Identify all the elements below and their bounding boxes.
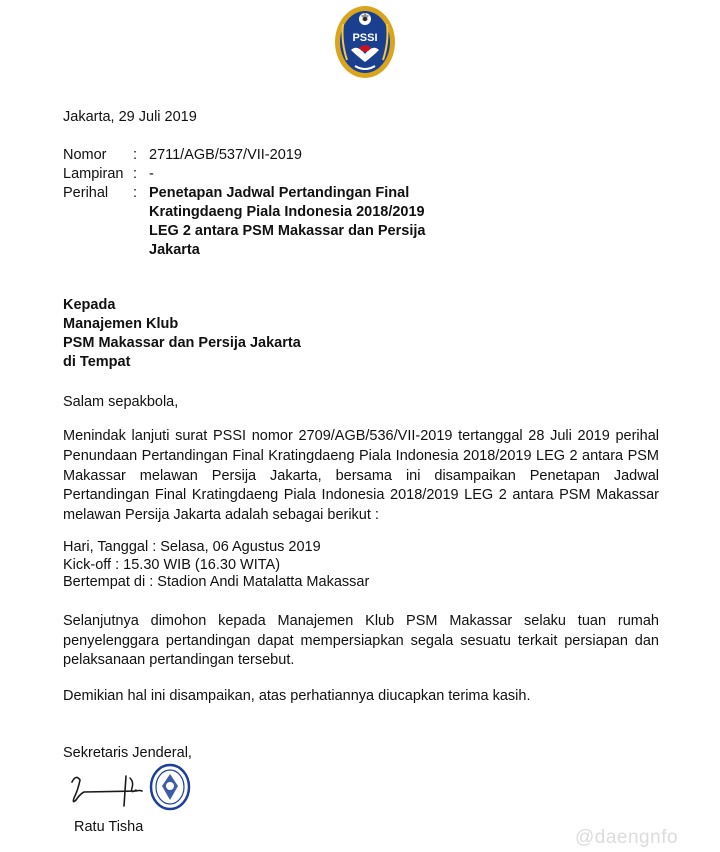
closing-sentence: Demikian hal ini disampaikan, atas perhatiannya diucapkan terima kasih. <box>63 688 531 704</box>
detail-line: Kick-off : 15.30 WIB (16.30 WITA) <box>63 556 281 573</box>
signatory-name: Ratu Tisha <box>74 819 144 835</box>
meta-colon: : <box>133 185 138 201</box>
letter-date: Jakarta, 29 Juli 2019 <box>63 109 197 125</box>
body-paragraph-2: Selanjutnya dimohon kepada Manajemen Klub PSM Makassar selaku tuan rumah penyelenggara pertandingan dapat mempersiapkan segala sesuatu terkait persiapan dan pelaksanaan pertandingan tersebut. <box>63 613 659 668</box>
meta-key: Nomor <box>63 147 107 163</box>
greeting: Salam sepakbola, <box>63 394 179 410</box>
recipient-block <box>63 296 301 372</box>
meta-row-nomor <box>63 146 449 165</box>
meta-key: Perihal <box>63 185 109 201</box>
meta-row-lampiran <box>63 165 449 184</box>
pssi-logo-icon <box>333 4 397 82</box>
pssi-stamp-icon <box>148 762 192 812</box>
recipient-line: Manajemen Klub <box>63 316 179 332</box>
recipient-line: PSM Makassar dan Persija Jakarta <box>63 335 301 351</box>
schedule-details <box>63 539 369 592</box>
recipient-line: Kepada <box>63 297 116 313</box>
meta-value: - <box>149 166 154 182</box>
meta-colon: : <box>133 147 138 163</box>
signatory-title: Sekretaris Jenderal, <box>63 745 192 761</box>
logo-text: PSSI <box>352 32 378 44</box>
meta-row-perihal <box>63 184 449 260</box>
recipient-line: di Tempat <box>63 354 131 370</box>
meta-value: 2711/AGB/537/VII-2019 <box>149 147 302 163</box>
meta-subject: Penetapan Jadwal Pertandingan Final Kratingdaeng Piala Indonesia 2018/2019 LEG 2 antara PSM Makassar dan Persija Jakarta <box>149 185 426 258</box>
detail-line: Bertempat di : Stadion Andi Matalatta Makassar <box>63 574 370 590</box>
detail-line: Hari, Tanggal : Selasa, 06 Agustus 2019 <box>63 539 321 555</box>
letter-meta <box>63 146 449 260</box>
watermark: @daengnfo <box>575 827 679 848</box>
body-paragraph-1: Menindak lanjuti surat PSSI nomor 2709/AGB/536/VII-2019 tertanggal 28 Juli 2019 perihal Penundaan Pertandingan Final Kratingdaeng Piala Indonesia 2018/2019 LEG 2 antara PSM Makassar melawan Persija Jakarta, bersama ini disampaikan Penetapan Jadwal Pertandingan Final Kratingdaeng Piala Indonesia 2018/2019 LEG 2 antara PSM Makassar melawan Persija Jakarta adalah sebagai berikut : <box>63 428 659 524</box>
meta-colon: : <box>133 166 138 182</box>
meta-key: Lampiran <box>63 166 124 182</box>
handwritten-signature-icon <box>66 768 150 810</box>
